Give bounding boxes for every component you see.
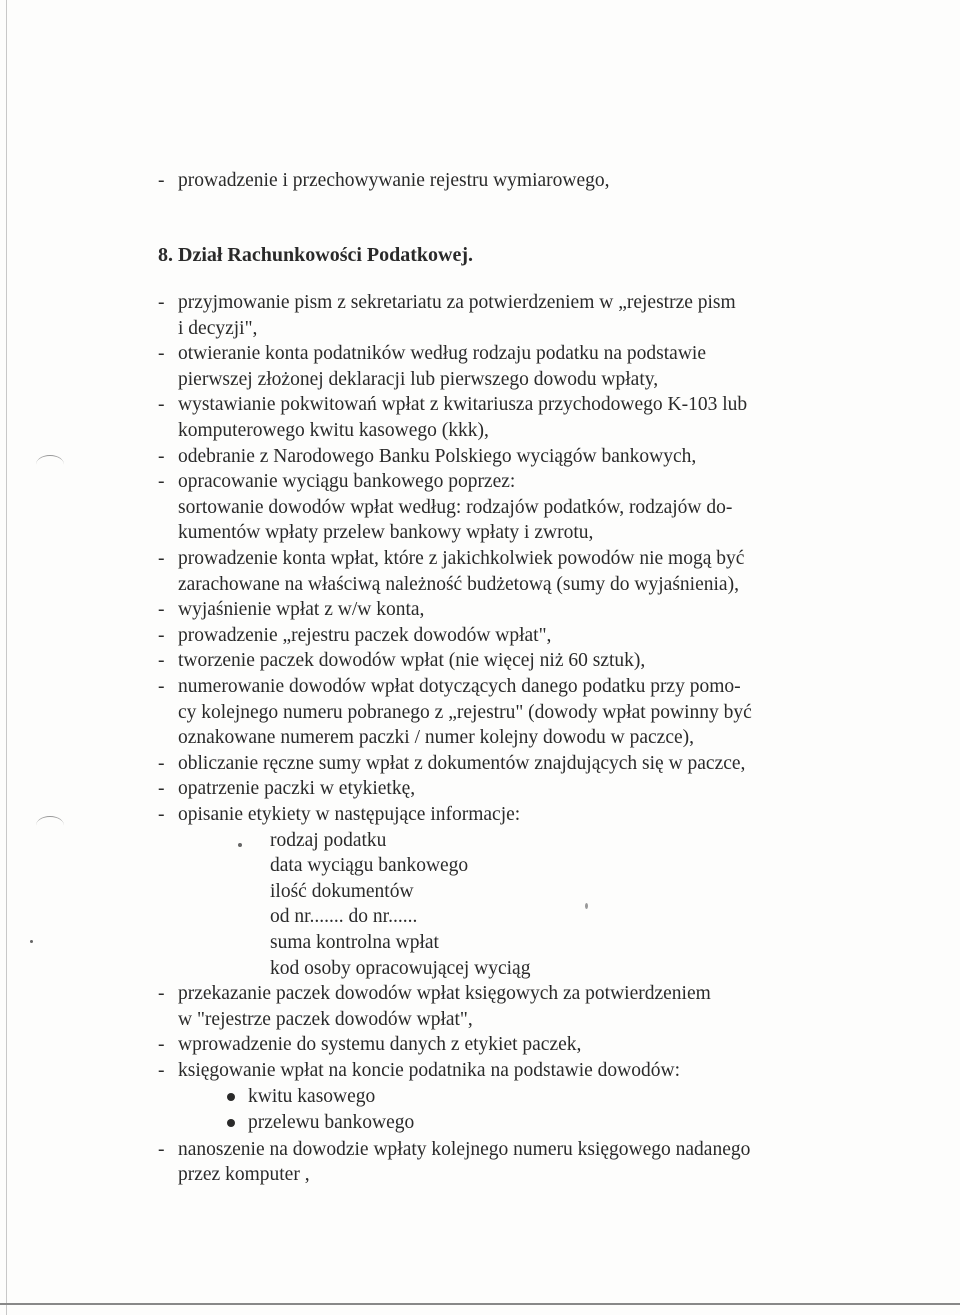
scan-mark: [36, 816, 64, 835]
line-text: nanoszenie na dowodzie wpłaty kolejnego numeru księgowego nadanego: [178, 1139, 751, 1160]
line-text: od nr....... do nr......: [270, 906, 418, 927]
list-dash: -: [158, 1034, 165, 1055]
line-text: prowadzenie „rejestru paczek dowodów wpłat",: [178, 625, 552, 646]
line-text: obliczanie ręczne sumy wpłat z dokumentów znajdujących się w paczce,: [178, 753, 746, 774]
scan-mark: [36, 455, 64, 474]
scan-speck: [585, 903, 588, 909]
line-text: otwieranie konta podatników według rodzaju podatku na podstawie: [178, 343, 706, 364]
list-dash: -: [158, 394, 165, 415]
line-text: cy kolejnego numeru pobranego z „rejestru" (dowody wpłat powinny być: [178, 702, 752, 723]
list-dash: -: [158, 650, 165, 671]
line-text: wprowadzenie do systemu danych z etykiet paczek,: [178, 1034, 582, 1055]
line-text: data wyciągu bankowego: [270, 855, 469, 876]
section-heading: 8. Dział Rachunkowości Podatkowej.: [158, 244, 474, 266]
list-dash: -: [158, 446, 165, 467]
list-dash: -: [158, 471, 165, 492]
line-text: prowadzenie i przechowywanie rejestru wymiarowego,: [178, 170, 610, 191]
line-text: komputerowego kwitu kasowego (kkk),: [178, 420, 489, 441]
list-dash: -: [158, 170, 165, 191]
scan-bottom-edge: [0, 1303, 960, 1305]
scan-left-edge: [6, 0, 7, 1315]
line-text: prowadzenie konta wpłat, które z jakichkolwiek powodów nie mogą być: [178, 548, 745, 569]
list-dash: -: [158, 292, 165, 313]
line-text: kod osoby opracowującej wyciąg: [270, 958, 531, 979]
line-text: wystawianie pokwitowań wpłat z kwitariusza przychodowego K-103 lub: [178, 394, 748, 415]
list-dash: -: [158, 1139, 165, 1160]
list-dash: -: [158, 343, 165, 364]
line-text: opracowanie wyciągu bankowego poprzez:: [178, 471, 516, 492]
line-text: księgowanie wpłat na koncie podatnika na podstawie dowodów:: [178, 1060, 681, 1081]
list-dash: -: [158, 548, 165, 569]
line-text: suma kontrolna wpłat: [270, 932, 439, 953]
line-text: przekazanie paczek dowodów wpłat księgowych za potwierdzeniem: [178, 983, 711, 1004]
line-text: rodzaj podatku: [270, 830, 387, 851]
list-dash: -: [158, 753, 165, 774]
bullet-dot-icon: [227, 1093, 235, 1101]
bullet-text: przelewu bankowego: [248, 1112, 415, 1133]
line-text: kumentów wpłaty przelew bankowy wpłaty i zwrotu,: [178, 522, 594, 543]
scan-speck: [30, 940, 33, 943]
line-text: przez komputer ,: [178, 1164, 310, 1185]
line-text: numerowanie dowodów wpłat dotyczących danego podatku przy pomo-: [178, 676, 741, 697]
list-dash: -: [158, 983, 165, 1004]
line-text: sortowanie dowodów wpłat według: rodzajów podatków, rodzajów do-: [178, 497, 733, 518]
line-text: tworzenie paczek dowodów wpłat (nie więcej niż 60 sztuk),: [178, 650, 646, 671]
line-text: w "rejestrze paczek dowodów wpłat",: [178, 1009, 473, 1030]
line-text: opatrzenie paczki w etykietkę,: [178, 778, 416, 799]
line-text: pierwszej złożonej deklaracji lub pierwszego dowodu wpłaty,: [178, 369, 659, 390]
line-text: zarachowane na właściwą należność budżetową (sumy do wyjaśnienia),: [178, 574, 739, 595]
scan-speck: [238, 843, 242, 847]
bullet-text: kwitu kasowego: [248, 1086, 376, 1107]
bullet-dot-icon: [227, 1119, 235, 1127]
line-text: przyjmowanie pism z sekretariatu za potwierdzeniem w „rejestrze pism: [178, 292, 736, 313]
line-text: wyjaśnienie wpłat z w/w konta,: [178, 599, 425, 620]
line-text: oznakowane numerem paczki / numer kolejny dowodu w paczce),: [178, 727, 695, 748]
line-text: ilość dokumentów: [270, 881, 414, 902]
line-text: odebranie z Narodowego Banku Polskiego wyciągów bankowych,: [178, 446, 697, 467]
list-dash: -: [158, 676, 165, 697]
list-dash: -: [158, 1060, 165, 1081]
line-text: opisanie etykiety w następujące informacje:: [178, 804, 521, 825]
line-text: i decyzji",: [178, 318, 258, 339]
list-dash: -: [158, 778, 165, 799]
list-dash: -: [158, 625, 165, 646]
list-dash: -: [158, 599, 165, 620]
list-dash: -: [158, 804, 165, 825]
